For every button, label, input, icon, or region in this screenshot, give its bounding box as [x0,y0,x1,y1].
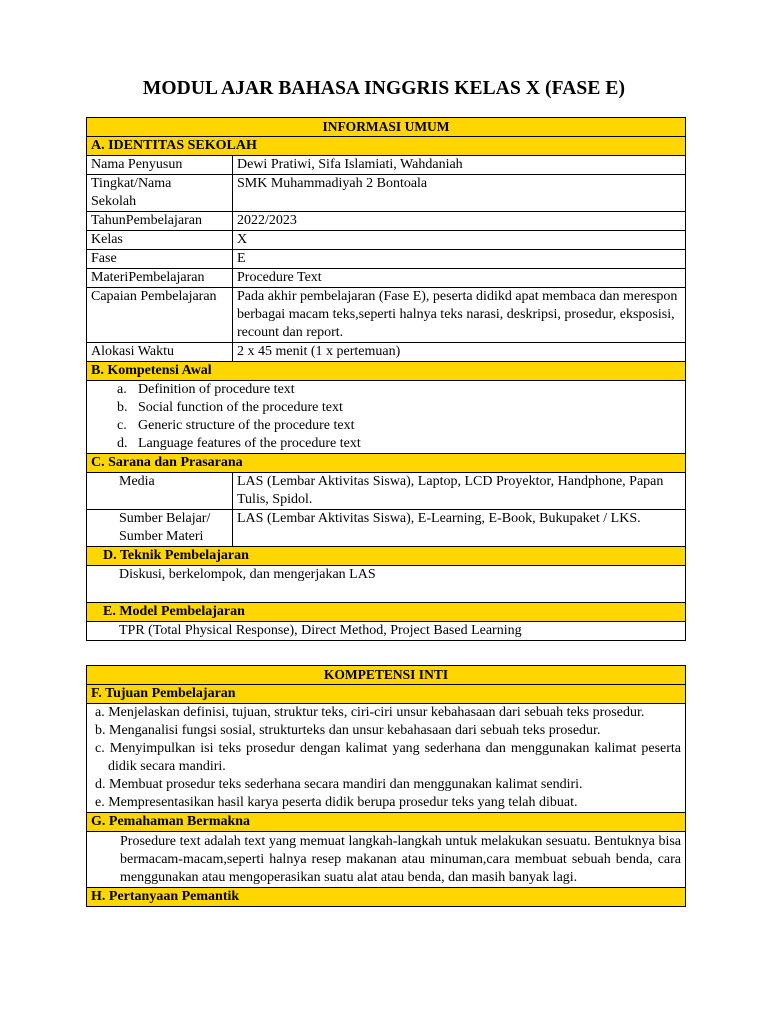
table-row [87,473,686,510]
row-label: Alokasi Waktu [87,343,233,362]
row-label: MateriPembelajaran [87,269,233,288]
informasi-umum-header: INFORMASI UMUM [87,118,686,137]
section-a-heading: A. IDENTITAS SEKOLAH [87,137,686,156]
section-h-heading: H. Pertanyaan Pemantik [87,888,686,907]
list-marker: e. [95,795,105,810]
teknik-cell: Diskusi, berkelompok, dan mengerjakan LAS [87,566,686,603]
section-d-heading: D. Teknik Pembelajaran [87,547,686,566]
list-item [91,722,681,740]
row-value: 2 x 45 menit (1 x pertemuan) [233,343,686,362]
row-label: Kelas [87,231,233,250]
kompetensi-awal-cell [87,381,686,454]
list-marker: c. [95,741,105,756]
table-row [87,212,686,231]
kompetensi-inti-table [86,665,686,907]
row-value: Pada akhir pembelajaran (Fase E), peserta didikd apat membaca dan merespon berbagai macam teks,seperti halnya teks narasi, deskripsi, prosedur, eksposisi, recount dan report. [233,288,686,343]
model-cell: TPR (Total Physical Response), Direct Method, Project Based Learning [87,622,686,641]
table-row [87,288,686,343]
list-item-text: Generic structure of the procedure text [138,418,355,433]
table-row [87,250,686,269]
informasi-umum-table [86,117,686,641]
pemahaman-cell [87,832,686,888]
list-item-text: Mempresentasikan hasil karya peserta didik berupa prosedur teks yang telah dibuat. [108,795,578,810]
row-value: Procedure Text [233,269,686,288]
list-marker: d. [117,436,128,451]
row-value: E [233,250,686,269]
list-marker: d. [95,777,106,792]
table-row [87,156,686,175]
row-value: X [233,231,686,250]
table-row [87,269,686,288]
row-label: Sumber Belajar/ Sumber Materi [87,510,233,547]
section-e-heading: E. Model Pembelajaran [87,603,686,622]
list-item [117,399,681,417]
list-marker: a. [95,705,105,720]
list-item-text: Menganalisi fungsi sosial, strukturteks dan unsur kebahasaan dari sebuah teks prosedur. [109,723,601,738]
list-marker: a. [117,382,127,397]
row-value: SMK Muhammadiyah 2 Bontoala [233,175,686,212]
section-b-heading: B. Kompetensi Awal [87,362,686,381]
section-g-heading: G. Pemahaman Bermakna [87,813,686,832]
list-marker: b. [117,400,128,415]
list-item-text: Language features of the procedure text [138,436,361,451]
list-item [117,417,681,435]
row-label: TahunPembelajaran [87,212,233,231]
row-label: Nama Penyusun [87,156,233,175]
list-item-text: Definition of procedure text [138,382,295,397]
row-value: Dewi Pratiwi, Sifa Islamiati, Wahdaniah [233,156,686,175]
tujuan-cell [87,704,686,813]
document-title: MODUL AJAR BAHASA INGGRIS KELAS X (FASE E) [142,78,626,99]
table-row [87,175,686,212]
list-item [91,794,681,812]
list-item-text: Membuat prosedur teks sederhana secara mandiri dan menggunakan kalimat sendiri. [109,777,583,792]
row-value: LAS (Lembar Aktivitas Siswa), Laptop, LCD Proyektor, Handphone, Papan Tulis, Spidol. [233,473,686,510]
section-c-heading: C. Sarana dan Prasarana [87,454,686,473]
table-row [87,510,686,547]
row-label: Media [87,473,233,510]
kompetensi-inti-header: KOMPETENSI INTI [87,666,686,685]
kompetensi-awal-list [91,381,681,453]
list-item-text: Menyimpulkan isi teks prosedur dengan kalimat yang sederhana dan menggunakan kalimat peserta didik secara mandiri. [108,741,681,774]
table-row [87,343,686,362]
row-label: Capaian Pembelajaran [87,288,233,343]
list-marker: c. [117,418,127,433]
table-row [87,231,686,250]
pemahaman-paragraph: Prosedure text adalah text yang memuat langkah-langkah untuk melakukan sesuatu. Bentuknya bisa bermacam-macam,seperti halnya resep makanan atau minuman,cara membuat sebuah benda, cara menggunakan atau mengoperasikan suatu alat atau benda, dan masih banyak lagi. [120,834,681,885]
list-item [91,776,681,794]
row-label: Tingkat/Nama Sekolah [87,175,233,212]
row-label: Fase [87,250,233,269]
list-item [117,435,681,453]
list-item [117,381,681,399]
row-value: 2022/2023 [233,212,686,231]
list-item-text: Menjelaskan definisi, tujuan, struktur teks, ciri-ciri unsur kebahasaan dari sebuah teks prosedur. [108,705,645,720]
list-item [91,740,681,776]
list-marker: b. [95,723,106,738]
section-f-heading: F. Tujuan Pembelajaran [87,685,686,704]
list-item-text: Social function of the procedure text [138,400,343,415]
row-value: LAS (Lembar Aktivitas Siswa), E-Learning, E-Book, Bukupaket / LKS. [233,510,686,547]
list-item [91,704,681,722]
